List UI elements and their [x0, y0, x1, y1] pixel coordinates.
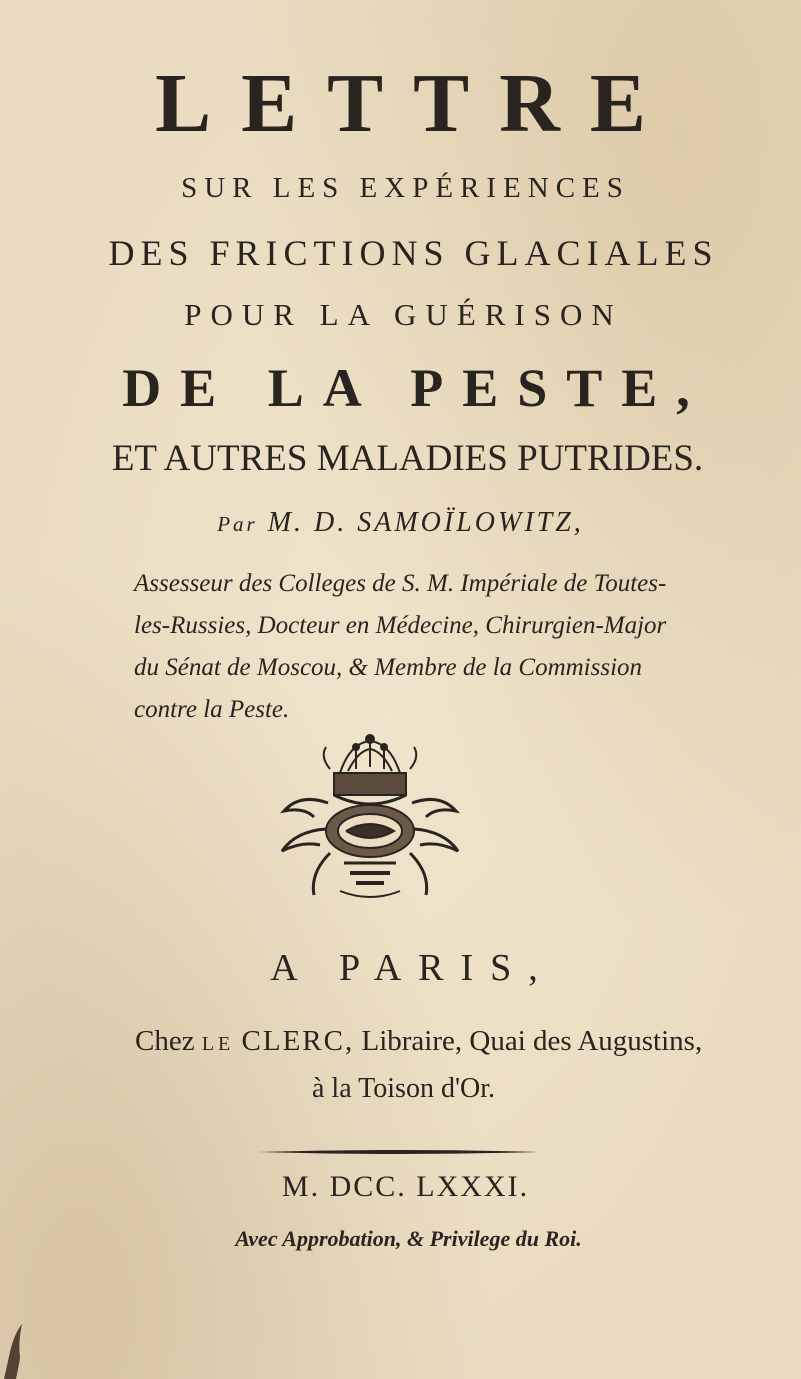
subtitle-line-5: ET AUTRES MALADIES PUTRIDES. [111, 438, 704, 479]
publisher-name: CLERC, [241, 1025, 355, 1057]
imprint-city: A PARIS, [270, 947, 555, 989]
ink-stain-icon [0, 1322, 40, 1379]
subtitle-line-2: DES FRICTIONS GLACIALES [108, 233, 719, 273]
imprint-privilege: Avec Approbation, & Privilege du Roi. [235, 1226, 582, 1251]
credentials-line-2: les-Russies, Docteur en Médecine, Chirurgien-Major [134, 612, 667, 639]
publisher-suffix: Libraire, Quai des Augustins, [361, 1025, 703, 1057]
credentials-line-4: contre la Peste. [134, 696, 290, 723]
subtitle-line-3: POUR LA GUÉRISON [184, 297, 623, 332]
imprint-publisher [135, 1025, 703, 1057]
publisher-article: LE [201, 1033, 235, 1055]
subtitle-line-1: SUR LES EXPÉRIENCES [181, 172, 630, 204]
publisher-prefix: Chez [135, 1025, 195, 1057]
author-credentials [134, 563, 694, 731]
page-title: LETTRE [155, 57, 676, 150]
author-name: M. D. SAMOÏLOWITZ, [267, 507, 584, 538]
crown-ornament-icon [270, 733, 470, 913]
subtitle-line-4: DE LA PESTE, [122, 358, 709, 418]
imprint-date: M. DCC. LXXXI. [281, 1170, 530, 1203]
printer-rule [258, 1149, 540, 1155]
credentials-line-3: du Sénat de Moscou, & Membre de la Commission [134, 654, 643, 681]
credentials-line-1: Assesseur des Colleges de S. M. Impériale de Toutes- [134, 570, 667, 597]
imprint-address: à la Toison d'Or. [312, 1073, 495, 1104]
author-line [0, 507, 801, 539]
author-prefix: Par [217, 512, 258, 536]
